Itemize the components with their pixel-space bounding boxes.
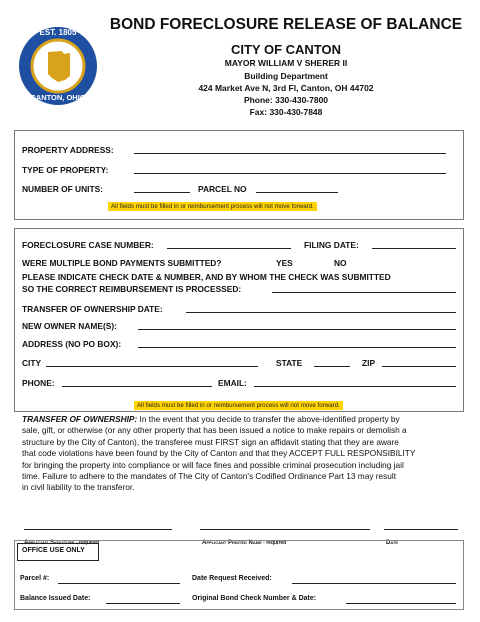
no-option[interactable]: NO — [334, 258, 347, 268]
transfer-line1: In the event that you decide to transfer the above-identified property by — [137, 414, 400, 424]
balance-issued-field[interactable] — [106, 603, 180, 604]
check-info-line1: PLEASE INDICATE CHECK DATE & NUMBER, AND BY WHOM THE CHECK WAS SUBMITTED — [22, 272, 391, 282]
check-info-field[interactable] — [272, 292, 456, 293]
page-title: BOND FORECLOSURE RELEASE OF BALANCE — [109, 16, 463, 33]
check-info-line2: SO THE CORRECT REIMBURSEMENT IS PROCESSED: — [22, 284, 242, 294]
owner-address-field[interactable] — [138, 347, 456, 348]
transfer-paragraph — [22, 414, 462, 494]
department: Building Department — [244, 71, 328, 81]
parcel-no-label: PARCEL NO — [198, 184, 247, 194]
zip-label: ZIP — [362, 358, 376, 368]
section1-notice: All fields must be filled in or reimbursement process will not move forward. — [108, 202, 317, 211]
number-of-units-label: NUMBER OF UNITS: — [22, 184, 103, 194]
office-use-title: OFFICE USE ONLY — [22, 547, 85, 554]
parcel-no-field[interactable] — [256, 192, 338, 193]
city-seal — [18, 26, 98, 106]
city-name: CITY OF CANTON — [230, 42, 342, 57]
zip-field[interactable] — [382, 366, 456, 367]
new-owner-field[interactable] — [138, 329, 456, 330]
foreclosure-case-field[interactable] — [167, 248, 291, 249]
property-address-field[interactable] — [134, 153, 446, 154]
date-request-label: Date Request Received: — [192, 575, 272, 582]
multiple-bond-label: WERE MULTIPLE BOND PAYMENTS SUBMITTED? — [22, 258, 222, 268]
mayor-name: MAYOR WILLIAM V SHERER II — [224, 58, 348, 68]
date-label: Date — [386, 540, 399, 546]
filing-date-label: FILING DATE: — [304, 240, 359, 250]
transfer-line6: time. Failure to adhere to the mandates of The City of Canton's Codified Ordinance Part 13 may result — [22, 471, 397, 482]
transfer-line4: that code violations have been found by the City of Canton and that they ACCEPT FULL RESPONSIBILITY — [22, 448, 416, 459]
state-label: STATE — [276, 358, 303, 368]
state-field[interactable] — [314, 366, 350, 367]
property-address-label: PROPERTY ADDRESS: — [22, 145, 114, 155]
date-request-field[interactable] — [292, 583, 456, 584]
new-owner-label: NEW OWNER NAME(S): — [22, 321, 117, 331]
type-of-property-label: TYPE OF PROPERTY: — [22, 165, 109, 175]
section2-notice: All fields must be filled in or reimbursement process will not move forward. — [134, 401, 343, 410]
filing-date-field[interactable] — [372, 248, 456, 249]
foreclosure-case-label: FORECLOSURE CASE NUMBER: — [22, 240, 154, 250]
phone-label: PHONE: — [22, 378, 55, 388]
department-phone: Phone: 330-430-7800 — [243, 95, 329, 105]
transfer-line3: structure by the City of Canton), the transferee must FIRST sign an affidavit stating that they are aware — [22, 436, 399, 447]
transfer-date-label: TRANSFER OF OWNERSHIP DATE: — [22, 304, 163, 314]
balance-issued-label: Balance Issued Date: — [20, 595, 91, 602]
signature-field[interactable] — [24, 529, 172, 530]
transfer-line2: sale, gift, or otherwise (or any other property that has been issued a notice to make repairs or demolish a — [22, 425, 407, 436]
yes-option[interactable]: YES — [276, 258, 293, 268]
department-address: 424 Market Ave N, 3rd Fl, Canton, OH 44702 — [198, 83, 374, 93]
office-parcel-field[interactable] — [58, 583, 180, 584]
department-fax: Fax: 330-430-7848 — [249, 107, 323, 117]
date-field[interactable] — [384, 529, 458, 530]
seal-top-text: EST. 1805 — [39, 28, 77, 37]
transfer-line7: in civil liability to the transferor. — [22, 482, 135, 493]
office-parcel-label: Parcel #: — [20, 575, 50, 582]
type-of-property-field[interactable] — [134, 173, 446, 174]
owner-address-label: ADDRESS (NO PO BOX): — [22, 339, 122, 349]
seal-bottom-text: CANTON, OHIO — [30, 93, 86, 102]
original-bond-field[interactable] — [346, 603, 456, 604]
signature-label: Applicant Signature - required — [24, 540, 100, 546]
city-label: CITY — [22, 358, 42, 368]
city-field[interactable] — [46, 366, 258, 367]
email-field[interactable] — [254, 386, 456, 387]
printed-name-field[interactable] — [200, 529, 370, 530]
original-bond-label: Original Bond Check Number & Date: — [192, 595, 317, 602]
printed-name-label: Applicant Printed Name - required — [202, 540, 287, 546]
transfer-heading: TRANSFER OF OWNERSHIP: — [22, 414, 138, 424]
email-label: EMAIL: — [218, 378, 247, 388]
phone-field[interactable] — [62, 386, 212, 387]
transfer-date-field[interactable] — [186, 312, 456, 313]
number-of-units-field[interactable] — [134, 192, 190, 193]
transfer-line5: for bringing the property into compliance or will face fines and possible criminal prosecution including jail — [22, 459, 404, 470]
